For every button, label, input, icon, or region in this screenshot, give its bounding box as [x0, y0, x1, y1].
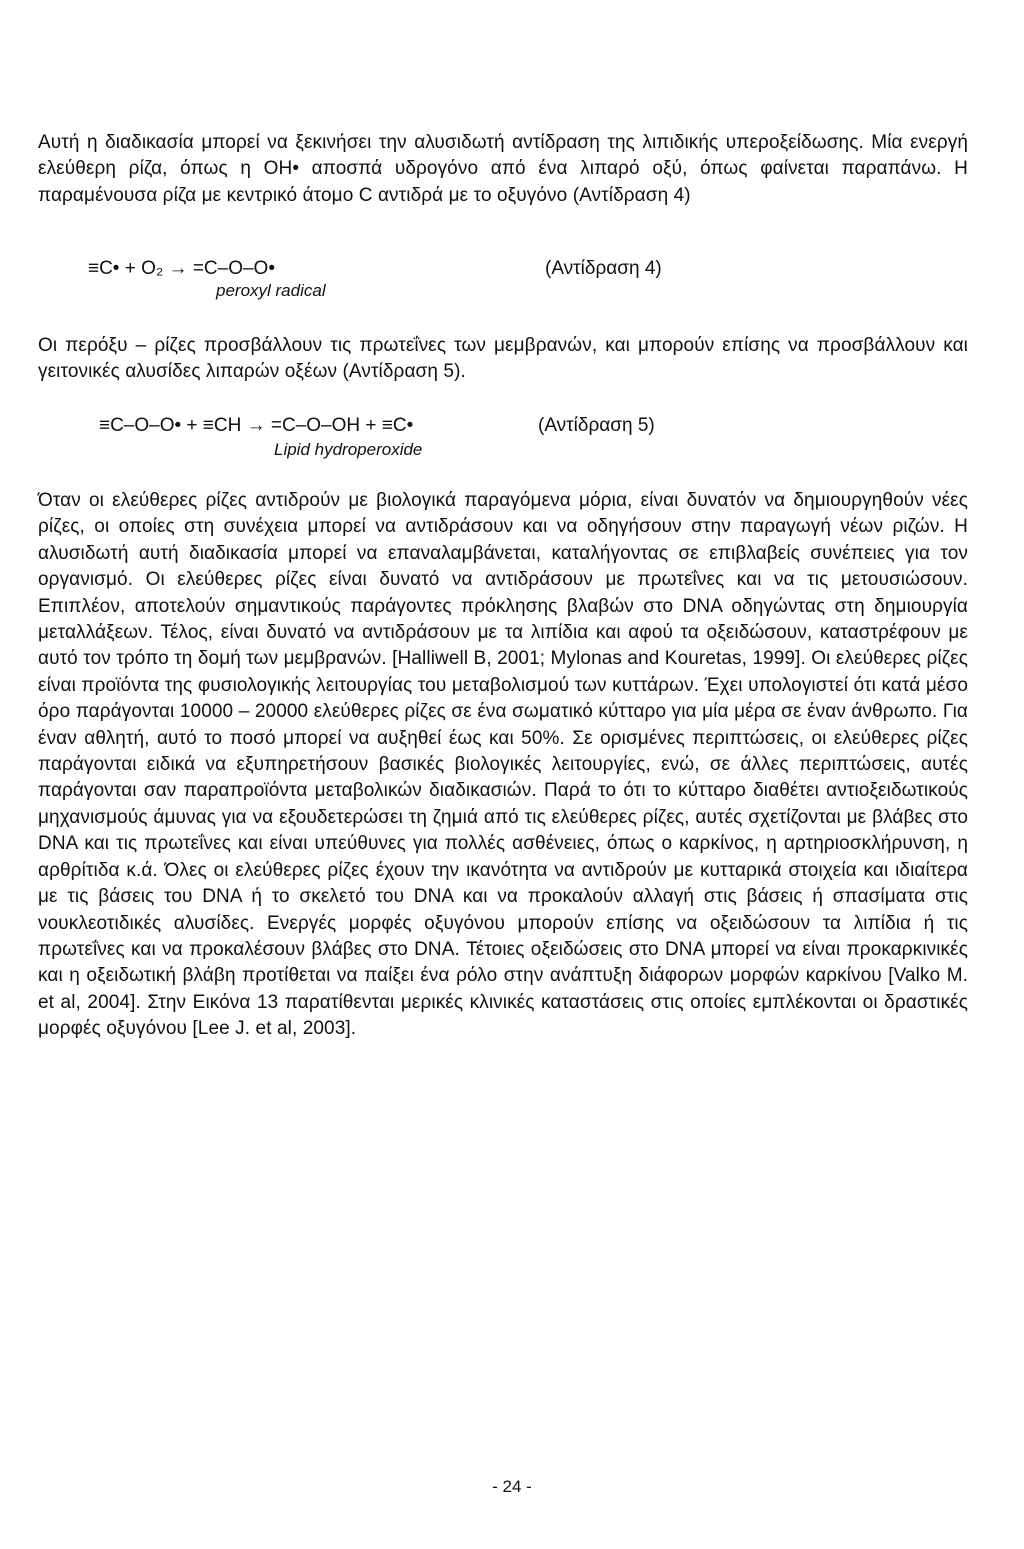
reaction-5-label: (Αντίδραση 5)	[538, 415, 655, 436]
reaction-4-product-name: peroxyl radical	[216, 281, 326, 300]
paragraph-intro: Αυτή η διαδικασία μπορεί να ξεκινήσει την αλυσιδωτή αντίδραση της λιπιδικής υπεροξείδωσης. Μία ενεργή ελεύθερη ρίζα, όπως η OH• αποσπά υδρογόνο από ένα λιπαρό οξύ, όπως φαίνεται παραπάνω. Η παραμένουσα ρίζα με κεντρικό άτομο C αντιδρά με το οξυγόνο (Αντίδραση 4)	[38, 132, 968, 206]
reaction-5-product-name: Lipid hydroperoxide	[274, 440, 423, 459]
reaction-5-equation: ≡C–O–O• + ≡CH → =C–O–OH + ≡C•	[99, 415, 414, 436]
paragraph-peroxy-radicals: Οι περόξυ – ρίζες προσβάλλουν τις πρωτεΐνες των μεμβρανών, και μπορούν επίσης να προσβάλλουν και γειτονικές αλυσίδες λιπαρών οξέων (Αντίδραση 5).	[38, 335, 968, 383]
paragraph-free-radicals: Όταν οι ελεύθερες ρίζες αντιδρούν με βιολογικά παραγόμενα μόρια, είναι δυνατόν να δημιουργηθούν νέες ρίζες, οι οποίες στη συνέχεια μπορεί να αντιδράσουν και να οδηγήσουν στην παραγωγή νέων ριζών. Η αλυσιδωτή αυτή διαδικασία μπορεί να επαναλαμβάνεται, καταλήγοντας σε επιβλαβείς συνέπειες για τον οργανισμό. Οι ελεύθερες ρίζες είναι δυνατό να αντιδράσουν με πρωτεΐνες και να τις μετουσιώσουν. Επιπλέον, αποτελούν σημαντικούς παράγοντες πρόκλησης βλαβών στο DNA οδηγώντας στη δημιουργία μεταλλάξεων. Τέλος, είναι δυνατό να αντιδράσουν με τα λιπίδια και αφού τα οξειδώσουν, καταστρέφουν με αυτό τον τρόπο τη δομή των μεμβρανών. [Halliwell B, 2001; Mylonas and Kouretas, 1999]. Οι ελεύθερες ρίζες είναι προϊόντα της φυσιολογικής λειτουργίας του μεταβολισμού των κυττάρων. Έχει υπολογιστεί ότι κατά μέσο όρο παράγονται 10000 – 20000 ελεύθερες ρίζες σε ένα σωματικό κύτταρο για μία μέρα σε έναν άνθρωπο. Για έναν αθλητή, αυτό το ποσό μπορεί να αυξηθεί έως και 50%. Σε ορισμένες περιπτώσεις, οι ελεύθερες ρίζες παράγονται ειδικά να εξυπηρετήσουν βασικές βιολογικές λειτουργίες, ενώ, σε άλλες περιπτώσεις, αυτές παράγονται σαν παραπροϊόντα μεταβολικών διαδικασιών. Παρά το ότι το κύτταρο διαθέτει αντιοξειδωτικούς μηχανισμούς άμυνας για να εξουδετερώσει τη ζημιά από τις ελεύθερες ρίζες, αυτές σχετίζονται με βλάβες στο DNA και τις πρωτεΐνες και είναι υπεύθυνες για πολλές ασθένειες, όπως ο καρκίνος, η αρτηριοσκλήρυνση, η αρθρίτιδα κ.ά. Όλες οι ελεύθερες ρίζες έχουν την ικανότητα να αντιδρούν με κυτταρικά στοιχεία και ιδιαίτερα με τις βάσεις του DNA ή το σκελετό του DNA και να προκαλούν αλλαγή στις βάσεις ή σπασίματα στις νουκλεοτιδικές αλυσίδες. Ενεργές μορφές οξυγόνου μπορούν επίσης να οξειδώσουν τα λιπίδια ή τις πρωτεΐνες και να προκαλέσουν βλάβες στο DNA. Τέτοιες οξειδώσεις στο DNA μπορεί να είναι προκαρκινικές και η οξειδωτική βλάβη προτίθεται να παίξει ένα ρόλο στην ανάπτυξη διάφορων μορφών καρκίνου [Valko M. et al, 2004]. Στην Εικόνα 13 παρατίθενται μερικές κλινικές καταστάσεις στις οποίες εμπλέκονται οι δραστικές μορφές οξυγόνου [Lee J. et al, 2003].	[38, 490, 968, 1040]
reaction-4-equation: ≡C• + O₂ → =C–O–O•	[88, 258, 275, 279]
reaction-4-label: (Αντίδραση 4)	[545, 258, 662, 279]
page-number: - 24 -	[492, 1477, 532, 1496]
